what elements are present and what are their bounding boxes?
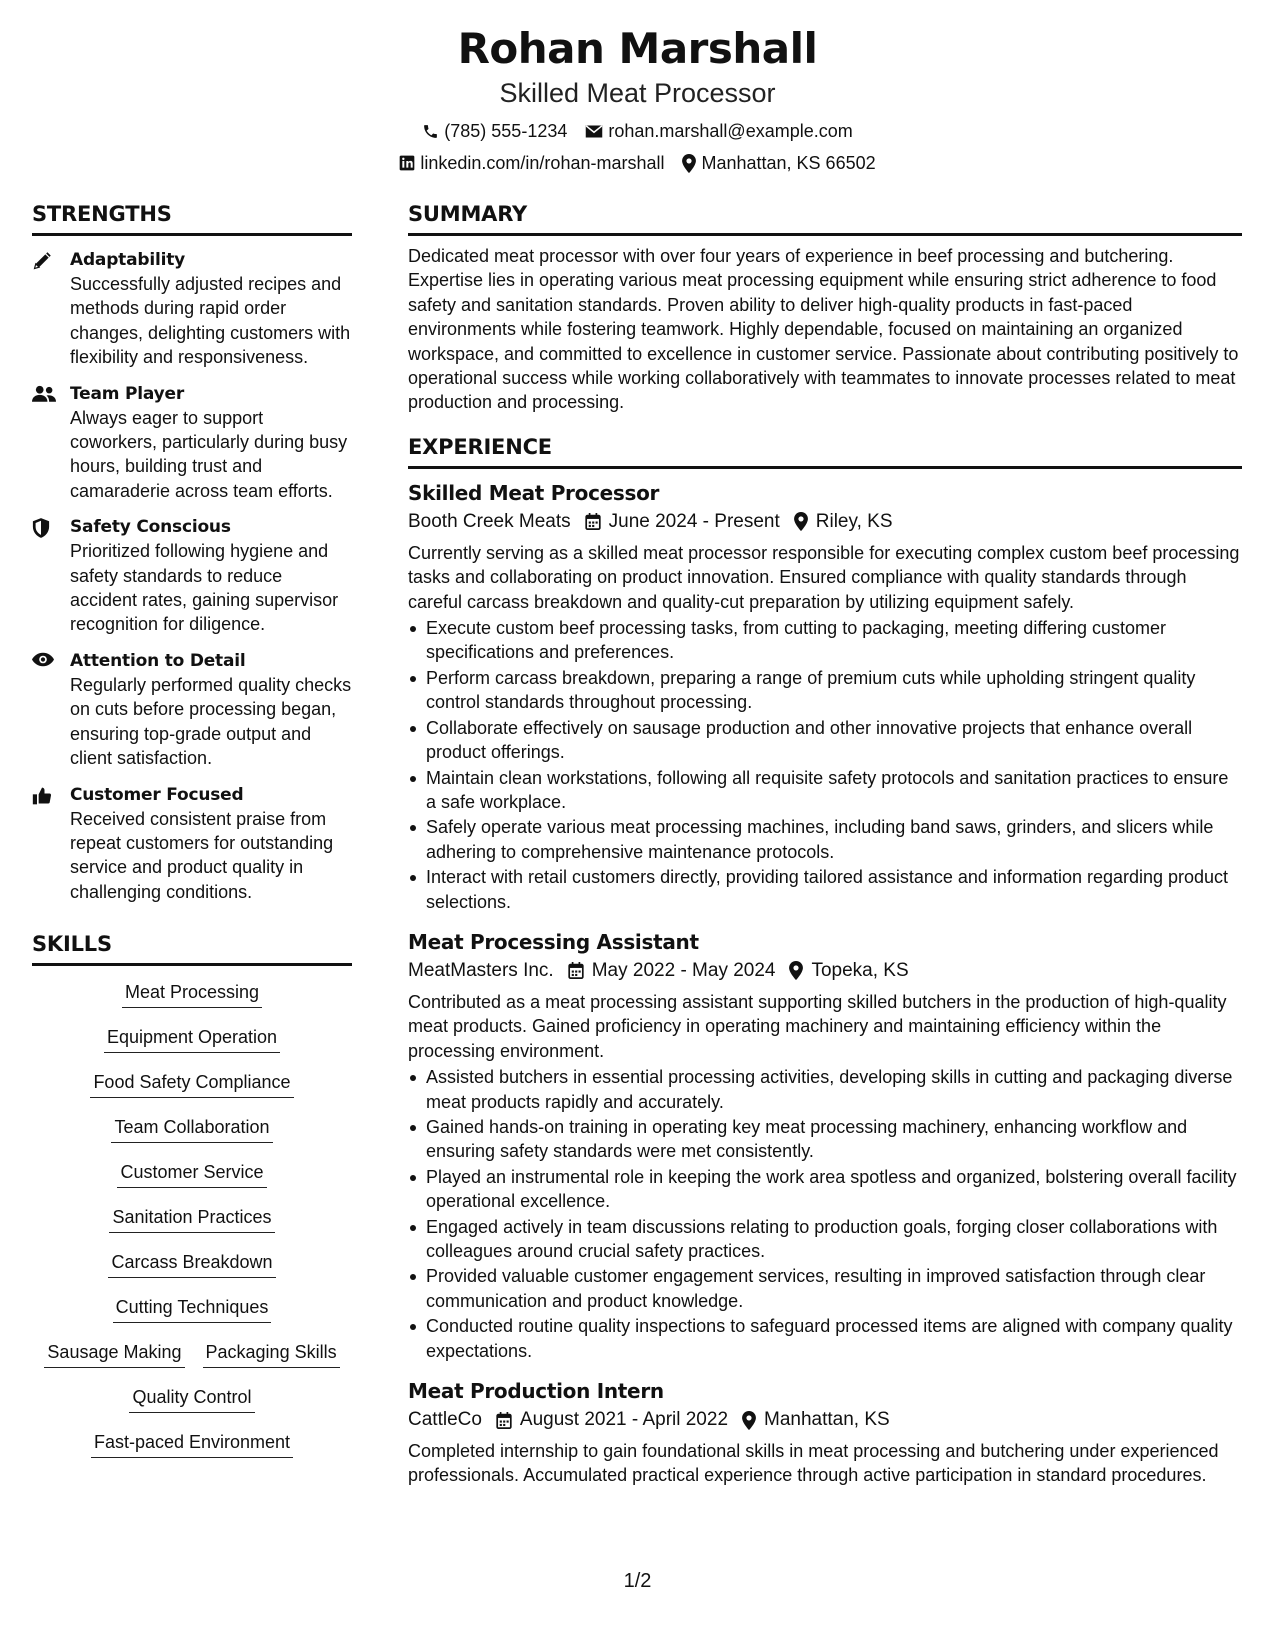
envelope-icon [585,124,603,139]
skill-row [90,1070,293,1115]
skill-row [91,1430,293,1475]
job-title: Meat Production Intern [408,1379,664,1404]
eye-icon [32,649,70,771]
job-bullet: Execute custom beef processing tasks, from cutting to packaging, meeting differing customer specifications and preferences. [408,616,1242,665]
map-pin-icon [789,961,803,980]
job-bullet: Conducted routine quality inspections to safeguard processed items are aligned with company quality expectations. [408,1314,1242,1363]
job-bullet: Maintain clean workstations, following all requisite safety protocols and sanitation practices to ensure a safe workplace. [408,766,1242,815]
location-contact [682,151,875,175]
job-location: Manhattan, KS [764,1409,890,1431]
skill-tag: Cutting Techniques [113,1295,272,1323]
candidate-title: Skilled Meat Processor [499,78,776,108]
strength-item [32,515,352,637]
strength-item [32,783,352,905]
page-number: 1/2 [623,1570,652,1592]
skill-row [104,1025,280,1070]
job-description: Completed internship to gain foundational skills in meat processing and butchering under experienced professionals. Accumulated practical experience through active participation in standard procedures. [408,1441,1219,1486]
skill-row [44,1340,339,1385]
skill-row [117,1160,266,1205]
skill-row [109,1205,274,1250]
linkedin-text[interactable]: linkedin.com/in/rohan-marshall [420,153,665,173]
job-bullet: Gained hands-on training in operating key meat processing machinery, enhancing workflow and ensuring safety standards were met consistently. [408,1115,1242,1164]
contact-row-2 [0,151,1275,175]
strength-title: Team Player [70,383,185,404]
job-entry [408,928,1242,1363]
thumbs-up-icon [32,783,70,905]
skill-tag: Food Safety Compliance [90,1070,293,1098]
left-column [32,200,352,1475]
job-bullet: Engaged actively in team discussions relating to production goals, forging closer collaborations with colleagues around crucial safety practices. [408,1215,1242,1264]
job-meta [408,1407,1242,1433]
skill-tag: Customer Service [117,1160,266,1188]
job-bullet: Assisted butchers in essential processing activities, developing skills in cutting and packaging diverse meat products rapidly and accurately. [408,1065,1242,1114]
job-bullet: Perform carcass breakdown, preparing a range of premium cuts while upholding stringent quality control standards throughout processing. [408,666,1242,715]
linkedin-icon [399,155,415,171]
skill-row [108,1250,275,1295]
skills-heading: SKILLS [32,930,352,966]
skill-row [113,1295,272,1340]
skill-tag: Sanitation Practices [109,1205,274,1233]
calendar-icon [585,513,601,530]
skill-row [122,980,262,1025]
job-dates: August 2021 - April 2022 [519,1409,729,1431]
skill-tag: Equipment Operation [104,1025,280,1053]
strength-item [32,248,352,370]
map-pin-icon [794,512,808,531]
strengths-heading: STRENGTHS [32,200,352,236]
strength-desc: Always eager to support coworkers, particularly during busy hours, building trust and camaraderie across team efforts. [70,407,348,501]
job-bullet: Provided valuable customer engagement services, resulting in improved satisfaction through clear communication and product knowledge. [408,1264,1242,1313]
job-dates: June 2024 - Present [608,510,780,532]
calendar-icon [568,962,584,979]
skill-tag: Fast-paced Environment [91,1430,293,1458]
skill-row [111,1115,272,1160]
strength-desc: Regularly performed quality checks on cuts before processing began, ensuring top-grade output and client satisfaction. [70,674,352,769]
strength-title: Safety Conscious [70,517,231,538]
experience-heading: EXPERIENCE [408,433,1242,469]
email-contact[interactable] [585,119,852,143]
skill-tag: Sausage Making [44,1340,184,1368]
email-text[interactable]: rohan.marshall@example.com [608,121,853,141]
shield-icon [32,515,70,637]
phone-text: (785) 555-1234 [444,121,568,141]
strength-title: Adaptability [70,250,186,270]
job-entry [408,1377,1242,1488]
job-meta [408,509,1242,535]
skill-tag: Quality Control [129,1385,254,1413]
linkedin-contact[interactable] [399,151,664,175]
job-company: Booth Creek Meats [408,510,571,532]
summary-text: Dedicated meat processor with over four years of experience in beef processing and butchering. Expertise lies in operating various meat processing equipment while ensuring strict adherence to food safety and sanitation standards. Proven ability to deliver high-quality products in fast-paced environments while fostering teamwork. Highly dependable, focused on maintaining an organized workspace, and committed to excellence in customer service. Passionate about contributing positively to operational success while working collaboratively with teammates to innovate processes related to meat production and processing. [408,246,1239,413]
job-company: CattleCo [408,1409,482,1431]
job-title: Skilled Meat Processor [408,480,660,505]
skills-list [32,980,352,1475]
users-icon [32,382,70,504]
phone-contact [422,119,567,143]
calendar-icon [496,1412,512,1429]
strength-desc: Prioritized following hygiene and safety standards to reduce accident rates, gaining supervisor recognition for diligence. [70,541,339,635]
skill-row [129,1385,254,1430]
contact-row-1 [0,119,1275,143]
map-pin-icon [742,1411,756,1430]
job-meta [408,958,1242,984]
location-text: Manhattan, KS 66502 [701,153,876,173]
job-bullet: Safely operate various meat processing machines, including band saws, grinders, and slicers while adhering to comprehensive maintenance protocols. [408,815,1242,864]
skill-tag: Team Collaboration [111,1115,272,1143]
phone-icon [422,123,439,140]
right-column [408,200,1242,1488]
skill-tag: Packaging Skills [203,1340,340,1368]
job-location: Riley, KS [815,510,893,532]
job-description: Currently serving as a skilled meat processor responsible for executing complex custom beef processing tasks and collaborating on product innovation. Ensured compliance with quality standards through careful carcass breakdown and quality-cut preparation by utilizing equipment safely. [408,542,1240,612]
resume-header [0,22,1275,175]
job-bullets [408,616,1242,914]
job-bullets [408,1065,1242,1363]
skill-tag: Meat Processing [122,980,262,1008]
job-location: Topeka, KS [811,959,909,981]
job-dates: May 2022 - May 2024 [591,959,776,981]
job-bullet: Collaborate effectively on sausage production and other innovative projects that enhance overall product offerings. [408,716,1242,765]
skill-tag: Carcass Breakdown [108,1250,275,1278]
strength-item [32,382,352,504]
pencil-icon [32,248,70,370]
strength-title: Customer Focused [70,784,244,805]
job-description: Contributed as a meat processing assistant supporting skilled butchers in the production of high-quality meat products. Gained proficiency in operating machinery and maintaining efficiency within the processing environment. [408,991,1227,1061]
job-title: Meat Processing Assistant [408,929,699,954]
strength-desc: Successfully adjusted recipes and methods during rapid order changes, delighting customers with flexibility and responsiveness. [70,274,351,368]
map-pin-icon [682,154,696,173]
candidate-name: Rohan Marshall [457,24,818,73]
strength-item [32,649,352,771]
job-company: MeatMasters Inc. [408,959,554,981]
strength-title: Attention to Detail [70,650,246,671]
summary-heading: SUMMARY [408,200,1242,236]
strength-desc: Received consistent praise from repeat customers for outstanding service and product quality in challenging conditions. [70,808,334,902]
job-bullet: Interact with retail customers directly, providing tailored assistance and information regarding product selections. [408,865,1242,914]
job-entry [408,479,1242,914]
job-bullet: Played an instrumental role in keeping the work area spotless and organized, bolstering overall facility operational excellence. [408,1165,1242,1214]
